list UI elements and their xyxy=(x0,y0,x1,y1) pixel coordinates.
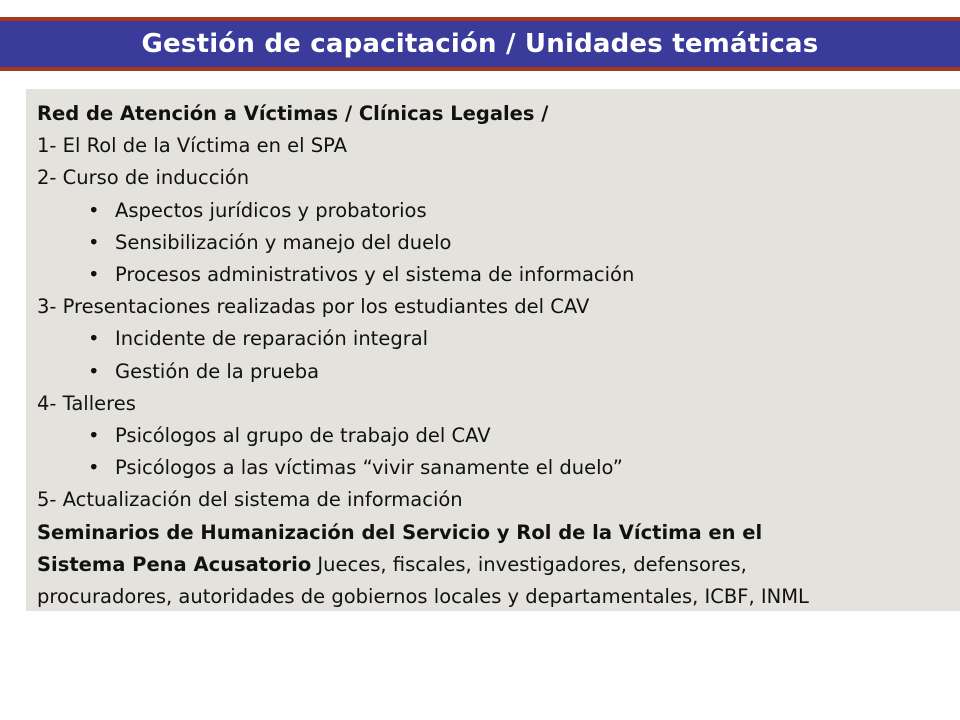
seminar-audience: Jueces, fiscales, investigadores, defensores, xyxy=(311,552,747,576)
list-item: 5- Actualización del sistema de información xyxy=(37,488,463,512)
bullet-icon: • xyxy=(88,198,100,222)
bullet-item xyxy=(37,323,948,355)
list-item: 3- Presentaciones realizadas por los estudiantes del CAV xyxy=(37,295,590,319)
bullet-text: Aspectos jurídicos y probatorios xyxy=(115,198,427,222)
bullet-item xyxy=(37,227,948,259)
bullet-icon: • xyxy=(88,424,100,448)
bullet-item xyxy=(37,420,948,452)
seminar-title: Seminarios de Humanización del Servicio y Rol de la Víctima en el xyxy=(37,520,763,544)
bullet-item xyxy=(37,356,948,388)
seminar-title-cont: Sistema Pena Acusatorio xyxy=(37,552,312,576)
list-item: 4- Talleres xyxy=(37,391,136,415)
bullet-text: Psicólogos al grupo de trabajo del CAV xyxy=(115,424,491,448)
bullet-icon: • xyxy=(88,456,100,480)
bullet-text: Incidente de reparación integral xyxy=(115,327,429,351)
seminar-line xyxy=(37,549,948,581)
list-item: 2- Curso de inducción xyxy=(37,166,250,190)
bullet-text: Sensibilización y manejo del duelo xyxy=(115,230,452,254)
bullet-item xyxy=(37,452,948,484)
bullet-item xyxy=(37,195,948,227)
bullet-icon: • xyxy=(88,359,100,383)
content-panel xyxy=(26,89,960,611)
bullet-icon: • xyxy=(88,263,100,287)
bullet-text: Procesos administrativos y el sistema de información xyxy=(115,263,635,287)
bullet-text: Psicólogos a las víctimas “vivir sanamente el duelo” xyxy=(115,456,623,480)
bullet-icon: • xyxy=(88,327,100,351)
page-title: Gestión de capacitación / Unidades temáticas xyxy=(141,29,819,59)
bullet-icon: • xyxy=(88,230,100,254)
title-band xyxy=(0,17,960,71)
bullet-text: Gestión de la prueba xyxy=(115,359,320,383)
seminar-audience-cont: procuradores, autoridades de gobiernos locales y departamentales, ICBF, INML xyxy=(37,585,809,609)
section-heading: Red de Atención a Víctimas / Clínicas Legales / xyxy=(37,102,549,125)
list-item: 1- El Rol de la Víctima en el SPA xyxy=(37,134,348,158)
bullet-item xyxy=(37,259,948,291)
